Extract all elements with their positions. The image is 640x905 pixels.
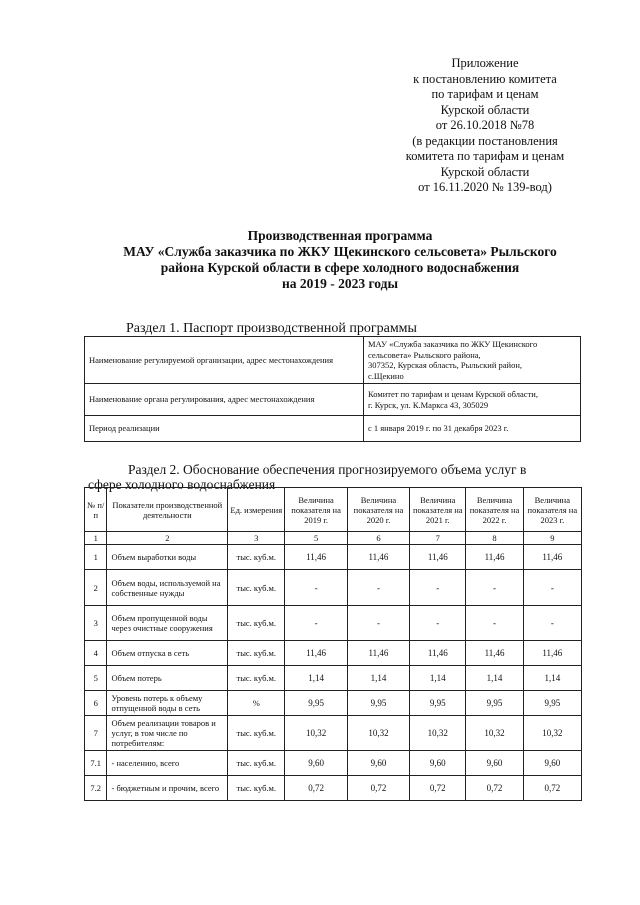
appendix-line: к постановлению комитета — [413, 71, 557, 86]
passport-value-line: сельсовета» Рыльского района, — [368, 349, 481, 360]
passport-value — [364, 384, 581, 416]
passport-row — [85, 416, 581, 442]
header-2023: Величина показателя на 2023 г. — [523, 488, 581, 532]
row-value-2020: 1,14 — [347, 666, 409, 691]
row-indicator: Объем реализации товаров и услуг, в том числе по потребителям: — [107, 716, 228, 751]
passport-row — [85, 337, 581, 384]
header-indicator: Показатели производственной деятельности — [107, 488, 228, 532]
row-value-2022: 11,46 — [466, 545, 523, 570]
row-unit: тыс. куб.м. — [228, 666, 285, 691]
row-value-2021: 9,95 — [410, 691, 466, 716]
row-indicator: Объем отпуска в сеть — [107, 641, 228, 666]
row-unit: тыс. куб.м. — [228, 716, 285, 751]
appendix-line: от 26.10.2018 №78 — [435, 118, 535, 132]
header-num: № п/п — [85, 488, 107, 532]
appendix-line: Курской области — [440, 164, 530, 179]
header-2020: Величина показателя на 2020 г. — [347, 488, 409, 532]
table-row — [85, 666, 582, 691]
row-value-2020: 11,46 — [347, 641, 409, 666]
title-line: МАУ «Служба заказчика по ЖКУ Щекинского сельсовета» Рыльского — [123, 244, 557, 259]
header-2021: Величина показателя на 2021 г. — [410, 488, 466, 532]
row-value-2020: - — [347, 570, 409, 606]
row-value-2023: 0,72 — [523, 776, 581, 801]
row-indicator: Объем потерь — [107, 666, 228, 691]
row-value-2020: 9,60 — [347, 751, 409, 776]
row-value-2019: 1,14 — [285, 666, 347, 691]
row-value-2020: 10,32 — [347, 716, 409, 751]
document-title — [90, 228, 590, 292]
row-value-2022: 11,46 — [466, 641, 523, 666]
col-number: 6 — [347, 532, 409, 545]
row-value-2019: 11,46 — [285, 545, 347, 570]
header-row — [85, 488, 582, 532]
row-value-2020: 9,95 — [347, 691, 409, 716]
table-row — [85, 776, 582, 801]
row-value-2023: 1,14 — [523, 666, 581, 691]
row-value-2023: - — [523, 570, 581, 606]
row-value-2019: - — [285, 606, 347, 641]
row-value-2023: 10,32 — [523, 716, 581, 751]
passport-value-line: с 1 января 2019 г. по 31 декабря 2023 г. — [368, 423, 509, 434]
row-value-2019: 0,72 — [285, 776, 347, 801]
col-number: 7 — [410, 532, 466, 545]
row-num: 5 — [85, 666, 107, 691]
row-value-2021: 11,46 — [410, 545, 466, 570]
passport-label: Наименование органа регулирования, адрес местонахождения — [85, 384, 364, 416]
col-number: 8 — [466, 532, 523, 545]
row-value-2021: 11,46 — [410, 641, 466, 666]
row-value-2022: - — [466, 570, 523, 606]
row-indicator: Уровень потерь к объему отпущенной воды в сеть — [107, 691, 228, 716]
row-unit: тыс. куб.м. — [228, 545, 285, 570]
row-value-2019: 10,32 — [285, 716, 347, 751]
row-value-2019: 11,46 — [285, 641, 347, 666]
column-number-row — [85, 532, 582, 545]
appendix-block — [380, 56, 590, 196]
row-value-2021: 9,60 — [410, 751, 466, 776]
row-indicator: Объем выработки воды — [107, 545, 228, 570]
header-2019: Величина показателя на 2019 г. — [285, 488, 347, 532]
table-row — [85, 716, 582, 751]
row-unit: % — [228, 691, 285, 716]
row-value-2022: 0,72 — [466, 776, 523, 801]
row-value-2020: 0,72 — [347, 776, 409, 801]
row-value-2021: - — [410, 606, 466, 641]
col-number: 5 — [285, 532, 347, 545]
passport-row — [85, 384, 581, 416]
appendix-line: (в редакции постановления — [412, 133, 558, 148]
row-unit: тыс. куб.м. — [228, 570, 285, 606]
passport-label: Наименование регулируемой организации, адрес местонахождения — [85, 337, 364, 384]
row-value-2022: - — [466, 606, 523, 641]
row-indicator: - бюджетным и прочим, всего — [107, 776, 228, 801]
passport-value-line: Комитет по тарифам и ценам Курской области, — [368, 389, 538, 399]
col-number: 3 — [228, 532, 285, 545]
table-row — [85, 545, 582, 570]
table-row — [85, 691, 582, 716]
row-value-2023: 9,95 — [523, 691, 581, 716]
row-num: 1 — [85, 545, 107, 570]
passport-value-line: 307352, Курская область, Рыльский район, — [368, 360, 523, 370]
section1-heading: Раздел 1. Паспорт производственной программы — [126, 321, 417, 336]
row-unit: тыс. куб.м. — [228, 641, 285, 666]
table-row — [85, 606, 582, 641]
table-row — [85, 570, 582, 606]
row-num: 6 — [85, 691, 107, 716]
header-2022: Величина показателя на 2022 г. — [466, 488, 523, 532]
row-value-2020: 11,46 — [347, 545, 409, 570]
row-unit: тыс. куб.м. — [228, 751, 285, 776]
row-value-2021: 0,72 — [410, 776, 466, 801]
row-value-2023: 11,46 — [523, 545, 581, 570]
passport-table — [84, 336, 581, 442]
row-value-2022: 9,95 — [466, 691, 523, 716]
row-value-2023: 11,46 — [523, 641, 581, 666]
row-num: 4 — [85, 641, 107, 666]
appendix-line: Приложение — [451, 56, 519, 70]
row-unit: тыс. куб.м. — [228, 606, 285, 641]
passport-value-line: с.Щекино — [368, 370, 404, 381]
row-indicator: - населению, всего — [107, 751, 228, 776]
row-num: 3 — [85, 606, 107, 641]
row-indicator: Объем воды, используемой на собственные нужды — [107, 570, 228, 606]
row-num: 7.1 — [85, 751, 107, 776]
appendix-line: по тарифам и ценам — [431, 87, 539, 101]
appendix-line: комитета по тарифам и ценам — [405, 149, 565, 163]
section2-heading-line: Раздел 2. Обоснование обеспечения прогнозируемого объема услуг в — [128, 462, 527, 477]
row-num: 2 — [85, 570, 107, 606]
passport-value — [364, 416, 581, 442]
section2-heading-line: сфере холодного водоснабжения — [88, 477, 276, 492]
row-value-2022: 10,32 — [466, 716, 523, 751]
title-line: на 2019 - 2023 годы — [281, 276, 399, 291]
row-value-2019: - — [285, 570, 347, 606]
col-number: 9 — [523, 532, 581, 545]
row-value-2020: - — [347, 606, 409, 641]
col-number: 1 — [85, 532, 107, 545]
col-number: 2 — [107, 532, 228, 545]
row-value-2023: 9,60 — [523, 751, 581, 776]
passport-label: Период реализации — [85, 416, 364, 442]
row-num: 7.2 — [85, 776, 107, 801]
row-value-2022: 9,60 — [466, 751, 523, 776]
row-value-2022: 1,14 — [466, 666, 523, 691]
passport-value — [364, 337, 581, 384]
row-num: 7 — [85, 716, 107, 751]
appendix-line: Курской области — [440, 102, 530, 117]
row-indicator: Объем пропущенной воды через очистные сооружения — [107, 606, 228, 641]
passport-value-line: г. Курск, ул. К.Маркса 43, 305029 — [368, 399, 489, 410]
row-value-2021: 10,32 — [410, 716, 466, 751]
title-line: района Курской области в сфере холодного водоснабжения — [160, 260, 520, 275]
table-row — [85, 641, 582, 666]
title-line: Производственная программа — [247, 228, 433, 243]
table-row — [85, 751, 582, 776]
row-value-2021: - — [410, 570, 466, 606]
row-value-2021: 1,14 — [410, 666, 466, 691]
row-value-2019: 9,95 — [285, 691, 347, 716]
appendix-line: от 16.11.2020 № 139-вод) — [418, 180, 552, 194]
row-value-2019: 9,60 — [285, 751, 347, 776]
row-value-2023: - — [523, 606, 581, 641]
production-table — [84, 487, 582, 801]
row-unit: тыс. куб.м. — [228, 776, 285, 801]
header-unit: Ед. измерения — [228, 488, 285, 532]
passport-value-line: МАУ «Служба заказчика по ЖКУ Щекинского — [368, 339, 538, 349]
